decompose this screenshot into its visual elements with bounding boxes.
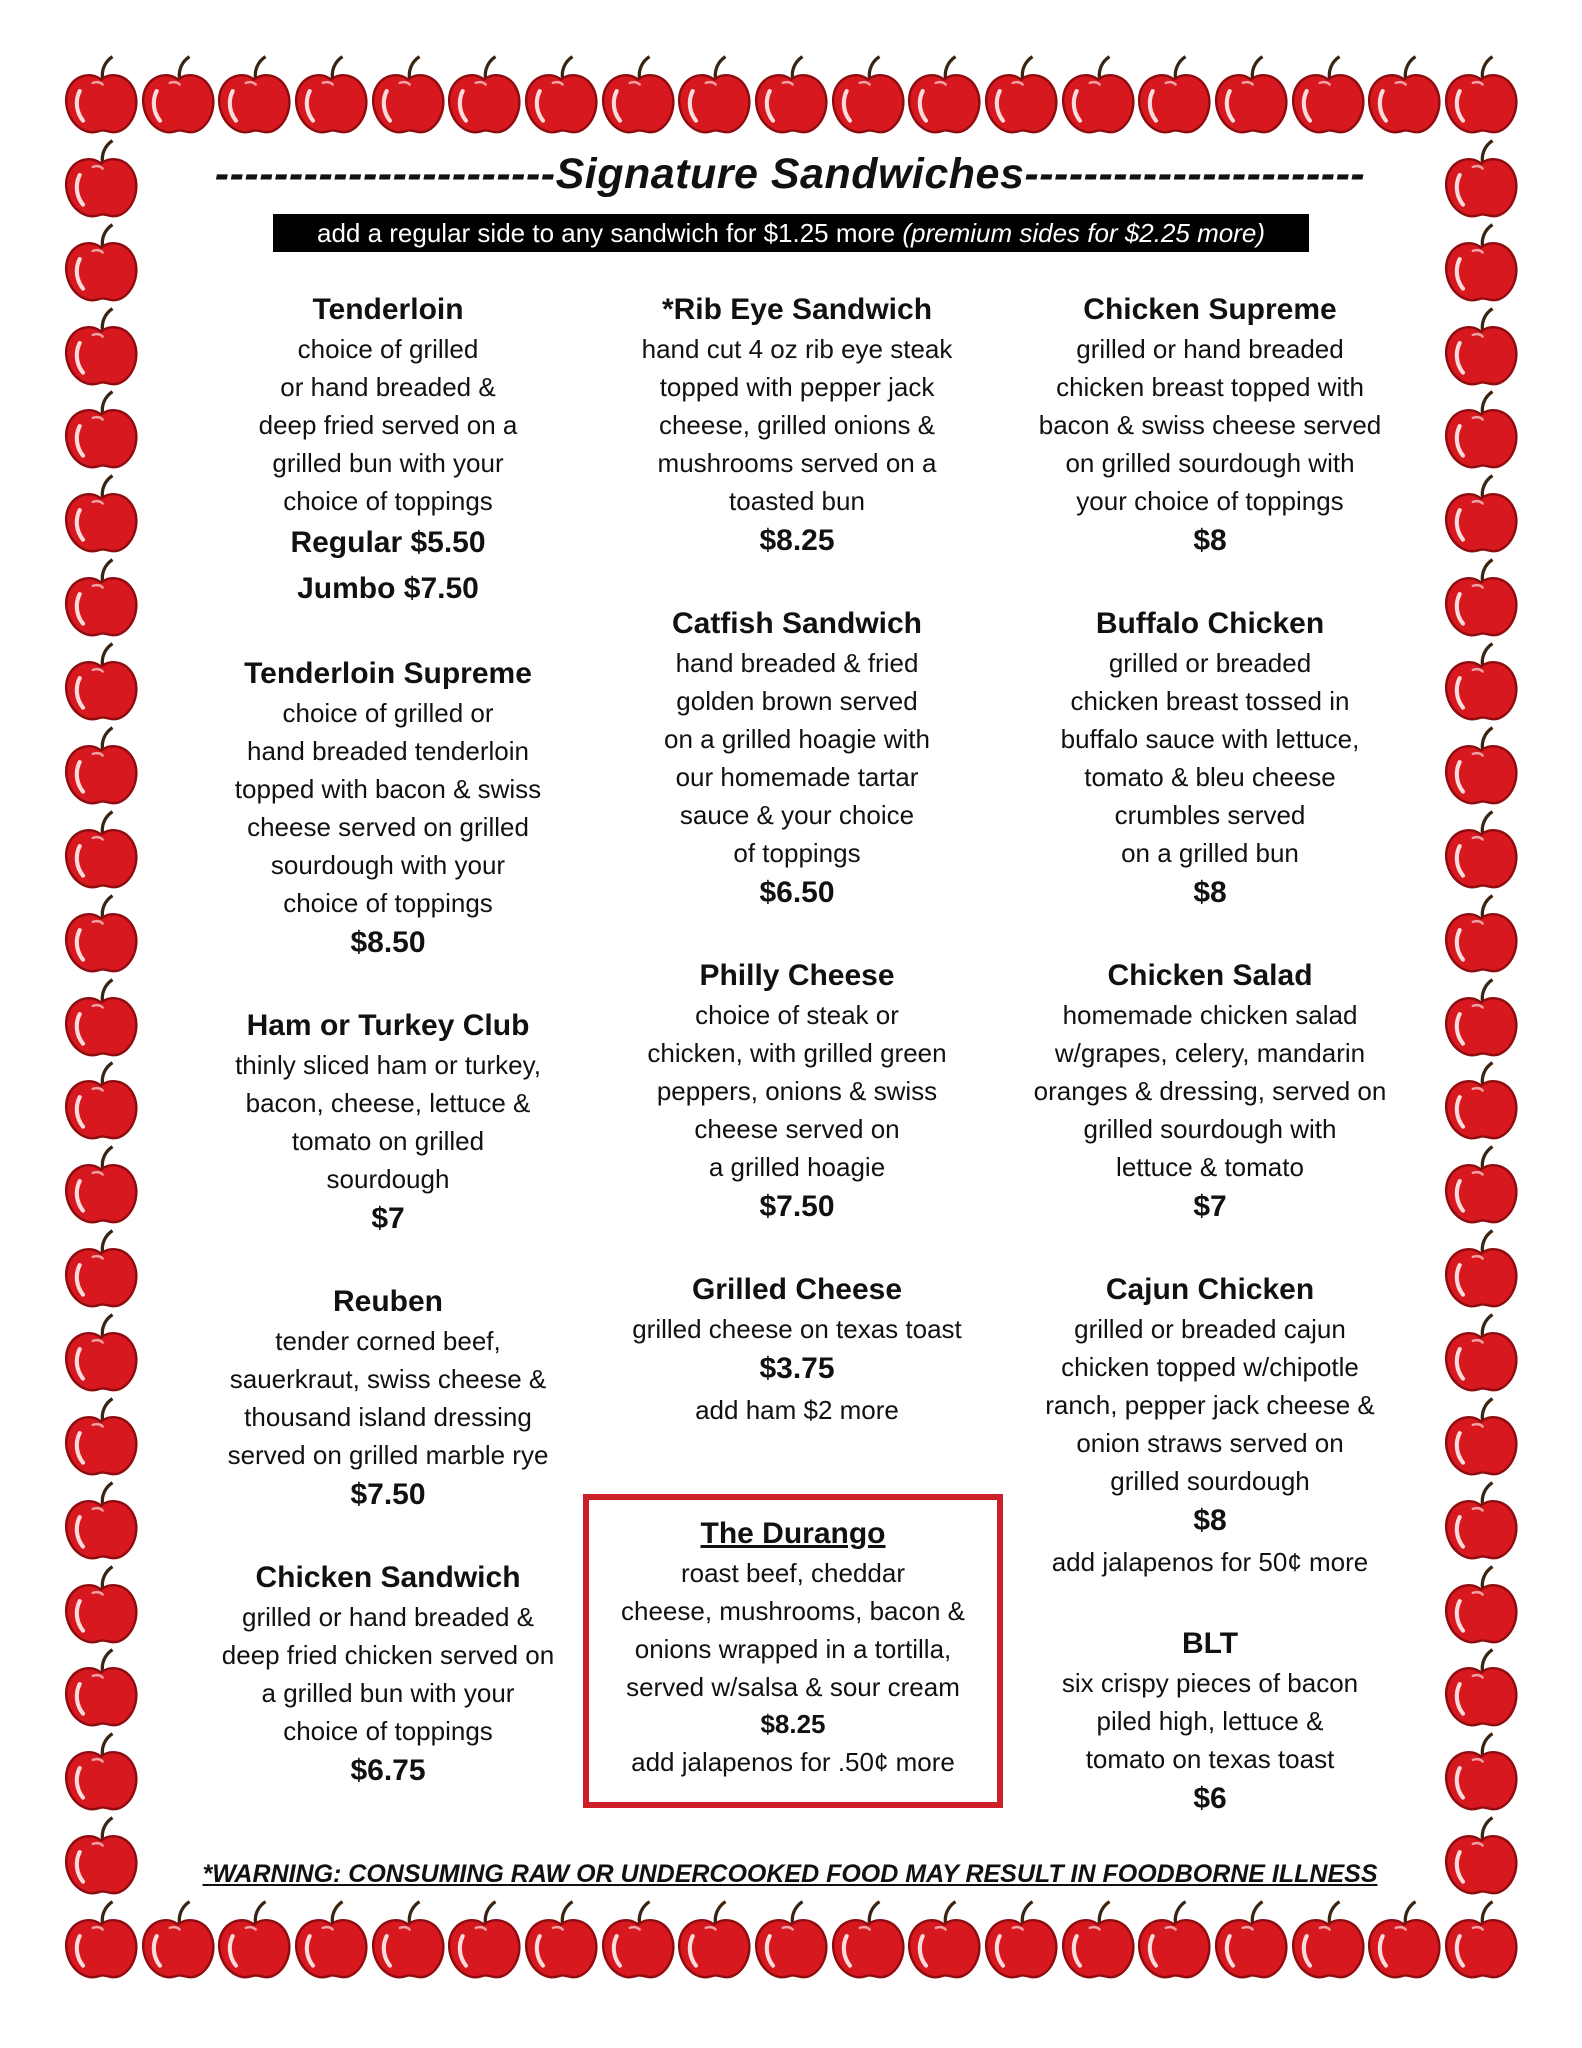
apple-icon bbox=[1440, 1565, 1522, 1647]
apple-icon bbox=[367, 1900, 449, 1982]
item-price: $6.50 bbox=[759, 876, 835, 909]
item-name: *Rib Eye Sandwich bbox=[661, 293, 933, 326]
left-column bbox=[183, 290, 593, 1834]
apple-icon bbox=[1287, 1900, 1369, 1982]
featured-durango-box bbox=[583, 1494, 1003, 1808]
apple-icon bbox=[60, 810, 142, 892]
item-price: $7.50 bbox=[350, 1478, 426, 1511]
apple-icon bbox=[213, 55, 295, 137]
apple-icon bbox=[60, 1732, 142, 1814]
apple-icon bbox=[1440, 894, 1522, 976]
menu-item-ham-turkey-club bbox=[183, 1006, 593, 1240]
apple-icon bbox=[1440, 978, 1522, 1060]
item-desc: grilled or breaded cajun chicken topped w/chipotle ranch, pepper jack cheese & onion straws served on grilled sourdough bbox=[1045, 1314, 1375, 1496]
apple-icon bbox=[60, 1565, 142, 1647]
apple-icon bbox=[60, 1900, 142, 1982]
item-desc: grilled or hand breaded & deep fried chicken served on a grilled bun with your choice of toppings bbox=[221, 1602, 555, 1746]
apple-icon bbox=[1440, 642, 1522, 724]
apple-icon bbox=[1440, 1061, 1522, 1143]
item-extra: add jalapenos for 50¢ more bbox=[1051, 1547, 1369, 1577]
item-price: $7.50 bbox=[759, 1190, 835, 1223]
sides-note-bar bbox=[273, 214, 1309, 252]
apple-icon bbox=[1440, 307, 1522, 389]
item-name: Ham or Turkey Club bbox=[246, 1009, 530, 1042]
apple-icon bbox=[60, 1061, 142, 1143]
apple-icon bbox=[443, 1900, 525, 1982]
item-price: $8 bbox=[1193, 1504, 1227, 1537]
apple-icon bbox=[1440, 55, 1522, 137]
apple-icon bbox=[137, 1900, 219, 1982]
apple-icon bbox=[1440, 558, 1522, 640]
apple-icon bbox=[1133, 55, 1215, 137]
apple-icon bbox=[827, 55, 909, 137]
apple-icon bbox=[60, 1481, 142, 1563]
apple-icon bbox=[60, 1648, 142, 1730]
menu-title: -----------------------Signature Sandwiches----------------------- bbox=[214, 150, 1366, 198]
apple-icon bbox=[60, 474, 142, 556]
apple-icon bbox=[1440, 1816, 1522, 1898]
item-price: $8.25 bbox=[759, 524, 835, 557]
apple-icon bbox=[1440, 1481, 1522, 1563]
item-price: $8 bbox=[1193, 524, 1227, 557]
item-desc: grilled cheese on texas toast bbox=[632, 1314, 962, 1344]
item-name: Reuben bbox=[332, 1285, 443, 1318]
apple-icon bbox=[1440, 726, 1522, 808]
apple-icon bbox=[1210, 55, 1292, 137]
apple-icon bbox=[1440, 474, 1522, 556]
apple-icon bbox=[903, 55, 985, 137]
apple-icon bbox=[1440, 1648, 1522, 1730]
apple-icon bbox=[60, 1145, 142, 1227]
apple-icon bbox=[1363, 1900, 1445, 1982]
apple-icon bbox=[980, 1900, 1062, 1982]
apple-icon bbox=[1440, 810, 1522, 892]
apple-icon bbox=[1440, 1900, 1522, 1982]
apple-icon bbox=[60, 1397, 142, 1479]
apple-icon bbox=[60, 139, 142, 221]
apple-icon bbox=[520, 1900, 602, 1982]
sides-note-premium: (premium sides for $2.25 more) bbox=[902, 218, 1266, 248]
apple-icon bbox=[1133, 1900, 1215, 1982]
apple-icon bbox=[60, 223, 142, 305]
item-name: Tenderloin bbox=[312, 293, 464, 326]
item-desc: six crispy pieces of bacon piled high, lettuce & tomato on texas toast bbox=[1061, 1668, 1359, 1774]
item-desc: hand breaded & fried golden brown served on a grilled hoagie with our homemade tartar sauce & your choice of toppings bbox=[664, 648, 930, 868]
apple-icon bbox=[1440, 139, 1522, 221]
apple-icon bbox=[60, 894, 142, 976]
apple-icon bbox=[1210, 1900, 1292, 1982]
item-price: Regular $5.50 Jumbo $7.50 bbox=[290, 526, 486, 605]
menu-item-buffalo-chicken bbox=[1005, 604, 1415, 914]
menu-item-chicken-supreme bbox=[1005, 290, 1415, 562]
apple-icon bbox=[60, 307, 142, 389]
apple-icon bbox=[1440, 1145, 1522, 1227]
item-price: $8.50 bbox=[350, 926, 426, 959]
apple-icon bbox=[1057, 55, 1139, 137]
menu-item-chicken-sandwich bbox=[183, 1558, 593, 1792]
apple-icon bbox=[673, 1900, 755, 1982]
item-name: Chicken Salad bbox=[1107, 959, 1313, 992]
item-desc: grilled or breaded chicken breast tossed in buffalo sauce with lettuce, tomato & bleu cheese crumbles served on a grilled bun bbox=[1060, 648, 1360, 868]
apple-icon bbox=[1440, 1229, 1522, 1311]
menu-item-chicken-salad bbox=[1005, 956, 1415, 1228]
item-name: Chicken Supreme bbox=[1083, 293, 1337, 326]
apple-icon bbox=[827, 1900, 909, 1982]
apple-icon bbox=[1057, 1900, 1139, 1982]
apple-icon bbox=[903, 1900, 985, 1982]
apple-icon bbox=[1440, 390, 1522, 472]
apple-icon bbox=[290, 1900, 372, 1982]
apple-icon bbox=[60, 1816, 142, 1898]
apple-icon bbox=[980, 55, 1062, 137]
item-price: $6 bbox=[1193, 1782, 1227, 1815]
item-extra: add ham $2 more bbox=[695, 1395, 899, 1425]
apple-icon bbox=[290, 55, 372, 137]
menu-item-blt bbox=[1005, 1624, 1415, 1820]
sides-note: add a regular side to any sandwich for $1.25 more bbox=[316, 218, 903, 248]
apple-icon bbox=[60, 55, 142, 137]
item-desc: choice of grilled or hand breaded tenderloin topped with bacon & swiss cheese served on grilled sourdough with your choice of toppings bbox=[234, 698, 542, 918]
item-name: BLT bbox=[1181, 1627, 1239, 1660]
right-column bbox=[1005, 290, 1415, 1862]
menu-item-cajun-chicken bbox=[1005, 1270, 1415, 1582]
menu-item-rib-eye bbox=[592, 290, 1002, 562]
item-price: $8 bbox=[1193, 876, 1227, 909]
apple-icon bbox=[1440, 223, 1522, 305]
apple-icon bbox=[1440, 1397, 1522, 1479]
apple-icon bbox=[597, 1900, 679, 1982]
featured-price: $8.25 bbox=[760, 1709, 826, 1739]
item-name: Grilled Cheese bbox=[691, 1273, 903, 1306]
apple-icon bbox=[60, 642, 142, 724]
featured-extra: add jalapenos for .50¢ more bbox=[631, 1747, 955, 1777]
menu-item-catfish bbox=[592, 604, 1002, 914]
apple-icon bbox=[520, 55, 602, 137]
apple-icon bbox=[443, 55, 525, 137]
item-price: $6.75 bbox=[350, 1754, 426, 1787]
apple-icon bbox=[137, 55, 219, 137]
item-name: Catfish Sandwich bbox=[671, 607, 923, 640]
featured-name: The Durango bbox=[700, 1517, 886, 1550]
apple-icon bbox=[213, 1900, 295, 1982]
food-warning: *WARNING: CONSUMING RAW OR UNDERCOOKED FOOD MAY RESULT IN FOODBORNE ILLNESS bbox=[202, 1860, 1378, 1888]
apple-icon bbox=[1363, 55, 1445, 137]
item-desc: homemade chicken salad w/grapes, celery, mandarin oranges & dressing, served on grilled sourdough with lettuce & tomato bbox=[1033, 1000, 1387, 1182]
item-name: Philly Cheese bbox=[699, 959, 895, 992]
apple-icon bbox=[1440, 1313, 1522, 1395]
item-name: Cajun Chicken bbox=[1105, 1273, 1315, 1306]
middle-column bbox=[592, 290, 1002, 1472]
item-name: Buffalo Chicken bbox=[1095, 607, 1325, 640]
item-name: Chicken Sandwich bbox=[255, 1561, 521, 1594]
apple-icon bbox=[60, 1229, 142, 1311]
apple-icon bbox=[750, 1900, 832, 1982]
apple-icon bbox=[1440, 1732, 1522, 1814]
apple-icon bbox=[597, 55, 679, 137]
menu-item-tenderloin bbox=[183, 290, 593, 612]
apple-icon bbox=[673, 55, 755, 137]
featured-desc: roast beef, cheddar cheese, mushrooms, bacon & onions wrapped in a tortilla, served w/salsa & sour cream bbox=[621, 1558, 965, 1702]
item-desc: thinly sliced ham or turkey, bacon, cheese, lettuce & tomato on grilled sourdough bbox=[235, 1050, 541, 1194]
item-desc: grilled or hand breaded chicken breast topped with bacon & swiss cheese served on grilled sourdough with your choice of toppings bbox=[1038, 334, 1382, 516]
item-name: Tenderloin Supreme bbox=[244, 657, 532, 690]
apple-icon bbox=[60, 978, 142, 1060]
item-desc: choice of grilled or hand breaded & deep fried served on a grilled bun with your choice of toppings bbox=[258, 334, 518, 516]
menu-item-philly-cheese bbox=[592, 956, 1002, 1228]
menu-item-tenderloin-supreme bbox=[183, 654, 593, 964]
apple-icon bbox=[60, 1313, 142, 1395]
item-desc: tender corned beef, sauerkraut, swiss cheese & thousand island dressing served on grilled marble rye bbox=[227, 1326, 549, 1470]
apple-icon bbox=[60, 558, 142, 640]
apple-icon bbox=[60, 390, 142, 472]
item-desc: choice of steak or chicken, with grilled green peppers, onions & swiss cheese served on a grilled hoagie bbox=[647, 1000, 947, 1182]
item-price: $7 bbox=[371, 1202, 405, 1235]
apple-icon bbox=[60, 726, 142, 808]
item-desc: hand cut 4 oz rib eye steak topped with pepper jack cheese, grilled onions & mushrooms served on a toasted bun bbox=[641, 334, 953, 516]
apple-icon bbox=[750, 55, 832, 137]
apple-icon bbox=[367, 55, 449, 137]
menu-item-grilled-cheese bbox=[592, 1270, 1002, 1430]
menu-item-reuben bbox=[183, 1282, 593, 1516]
item-price: $3.75 bbox=[759, 1352, 835, 1385]
apple-icon bbox=[1287, 55, 1369, 137]
item-price: $7 bbox=[1193, 1190, 1227, 1223]
